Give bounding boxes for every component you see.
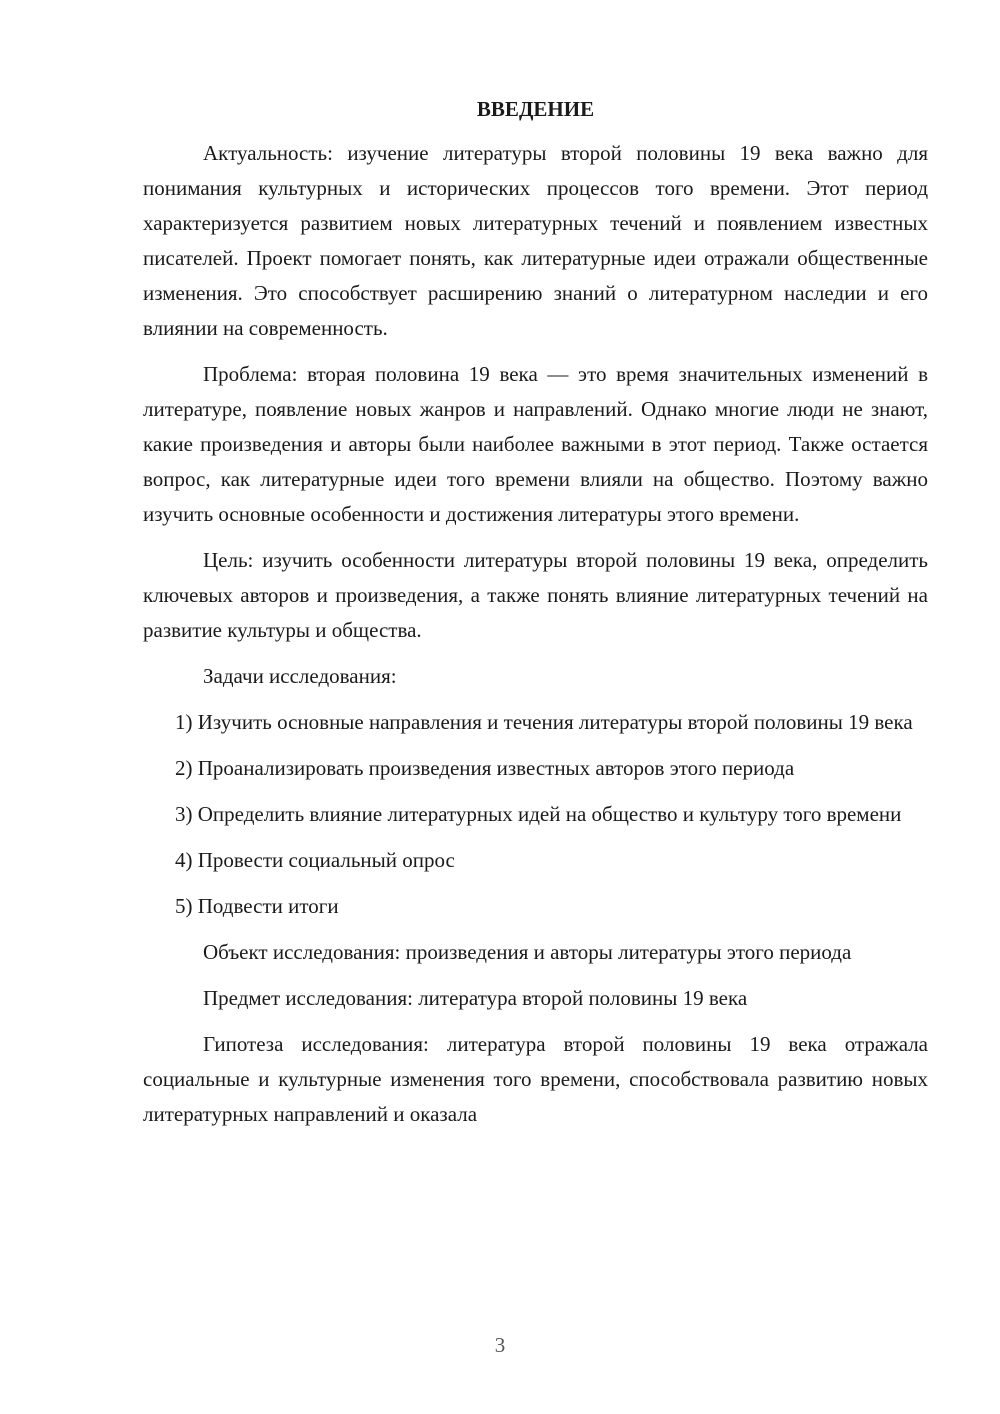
task-item-1: 1) Изучить основные направления и течения литературы второй половины 19 века — [175, 710, 913, 734]
object-paragraph: Объект исследования: произведения и авторы литературы этого периода — [203, 940, 852, 964]
page-number: 3 — [494, 1333, 506, 1357]
tasks-heading: Задачи исследования: — [203, 664, 397, 688]
problem-paragraph: Проблема: вторая половина 19 века — это время значительных изменений в литературе, появление новых жанров и направлений. Однако многие люди не знают, какие произведения и авторы были наиболее важными в этот период. Также остается вопрос, как литературные идеи того времени влияли на общество. Поэтому важно изучить основные особенности и достижения литературы этого времени. — [143, 362, 928, 526]
document-body — [143, 92, 928, 1143]
task-item-5: 5) Подвести итоги — [175, 894, 339, 918]
task-item-2: 2) Проанализировать произведения известных авторов этого периода — [175, 756, 795, 780]
relevance-paragraph: Актуальность: изучение литературы второй половины 19 века важно для понимания культурных и исторических процессов того времени. Этот период характеризуется развитием новых литературных течений и появлением известных писателей. Проект помогает понять, как литературные идеи отражали общественные изменения. Это способствует расширению знаний о литературном наследии и его влиянии на современность. — [143, 141, 928, 340]
subject-paragraph: Предмет исследования: литература второй половины 19 века — [203, 986, 748, 1010]
task-item-3: 3) Определить влияние литературных идей на общество и культуру того времени — [175, 802, 902, 826]
goal-paragraph: Цель: изучить особенности литературы второй половины 19 века, определить ключевых авторов и произведения, а также понять влияние литературных течений на развитие культуры и общества. — [143, 548, 928, 642]
hypothesis-paragraph: Гипотеза исследования: литература второй половины 19 века отражала социальные и культурные изменения того времени, способствовала развитию новых литературных направлений и оказала — [143, 1032, 928, 1126]
task-item-4: 4) Провести социальный опрос — [175, 848, 455, 872]
section-title: ВВЕДЕНИЕ — [476, 97, 595, 121]
